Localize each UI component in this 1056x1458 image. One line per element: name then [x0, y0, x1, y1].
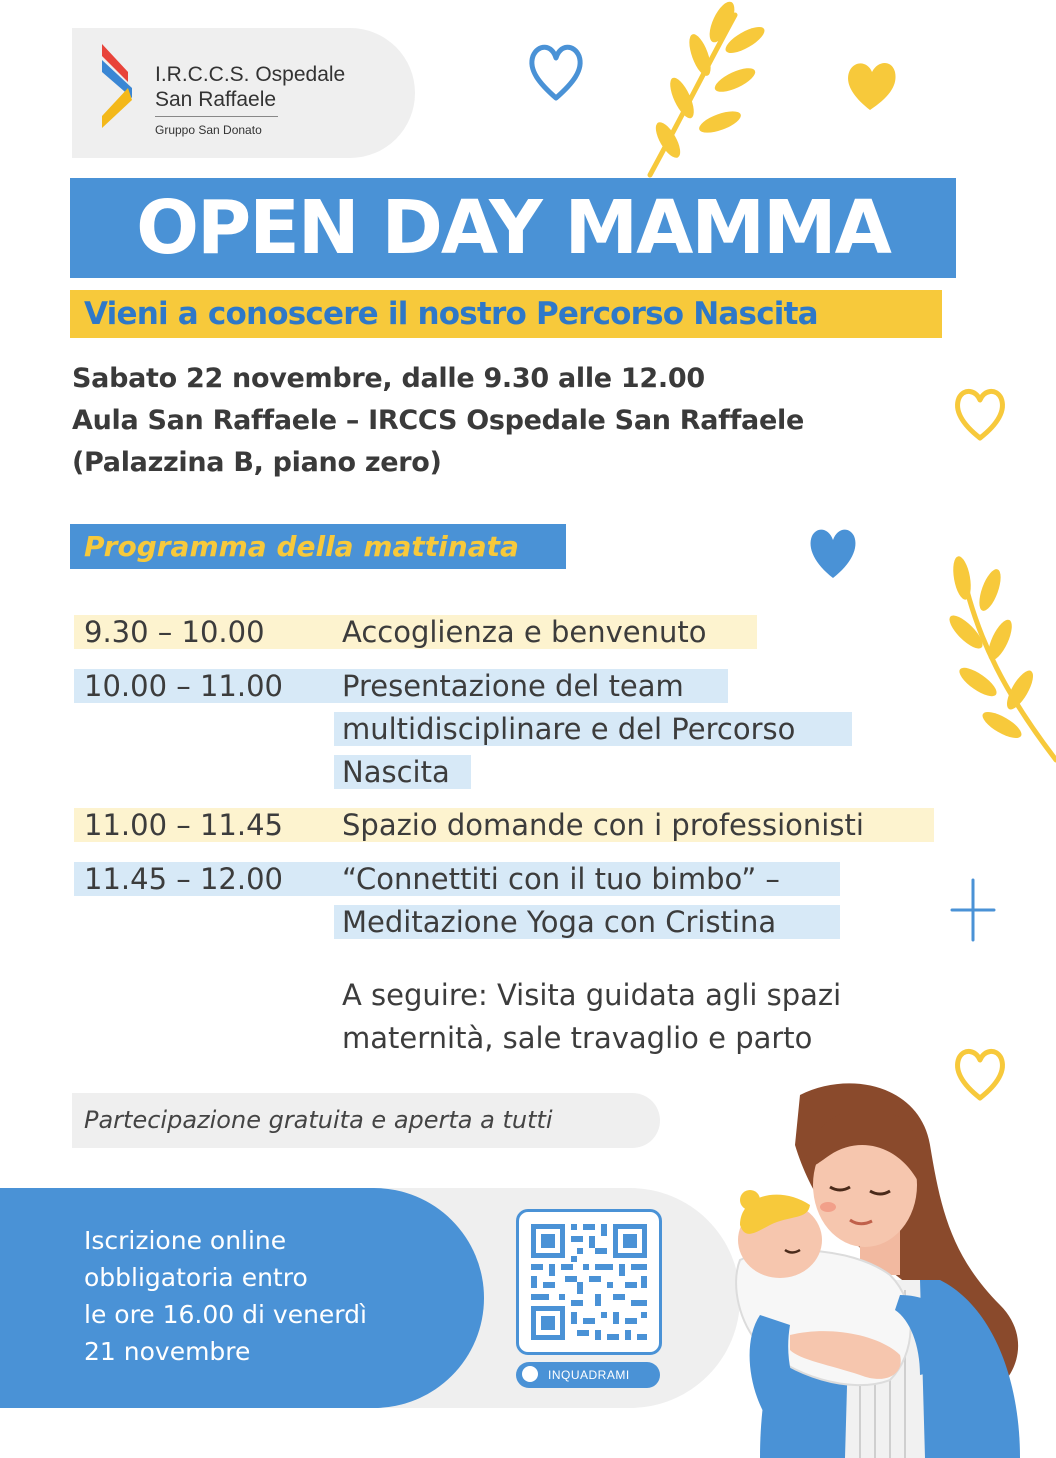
following-text: maternità, sale travaglio e parto: [342, 1021, 813, 1055]
slot-text: multidisciplinare e del Percorso: [342, 712, 796, 746]
slot-text: Nascita: [342, 755, 450, 789]
participation-text: Partecipazione gratuita e aperta a tutti: [84, 1106, 553, 1134]
event-building: (Palazzina B, piano zero): [72, 447, 442, 478]
slot-text: Presentazione del team: [342, 669, 684, 703]
slot-text: “Connettiti con il tuo bimbo” –: [342, 862, 780, 896]
following-text: A seguire: Visita guidata agli spazi: [342, 978, 842, 1012]
slot-text: Meditazione Yoga con Cristina: [342, 905, 777, 939]
page-title: OPEN DAY MAMMA: [136, 185, 890, 271]
slot-time: 9.30 – 10.00: [84, 615, 265, 649]
page-subtitle: Vieni a conoscere il nostro Percorso Nascita: [84, 296, 818, 332]
slot-time: 11.00 – 11.45: [84, 808, 283, 842]
event-time: , dalle 9.30 alle 12.00: [382, 363, 705, 394]
slot-text: Accoglienza e benvenuto: [342, 615, 707, 649]
program-heading: Programma della mattinata: [84, 530, 519, 563]
qr-code[interactable]: [516, 1209, 662, 1355]
qr-code-icon: [519, 1212, 659, 1352]
mother-baby-illustration: [700, 1075, 1040, 1458]
logo-name: I.R.C.C.S. Ospedale San Raffaele: [155, 63, 346, 111]
slot-text: Spazio domande con i professionisti: [342, 808, 864, 842]
camera-icon: [522, 1366, 538, 1382]
event-venue: Aula San Raffaele – IRCCS Ospedale San Raffaele: [72, 405, 804, 436]
slot-time: 10.00 – 11.00: [84, 669, 283, 703]
registration-text: Iscrizione online obbligatoria entro le ore 16.00 di venerdì 21 novembre: [84, 1226, 367, 1366]
slot-time: 11.45 – 12.00: [84, 862, 283, 896]
logo-group: Gruppo San Donato: [155, 123, 262, 137]
event-date: Sabato 22 novembre: [72, 363, 383, 394]
scan-label: INQUADRAMI: [548, 1368, 630, 1382]
